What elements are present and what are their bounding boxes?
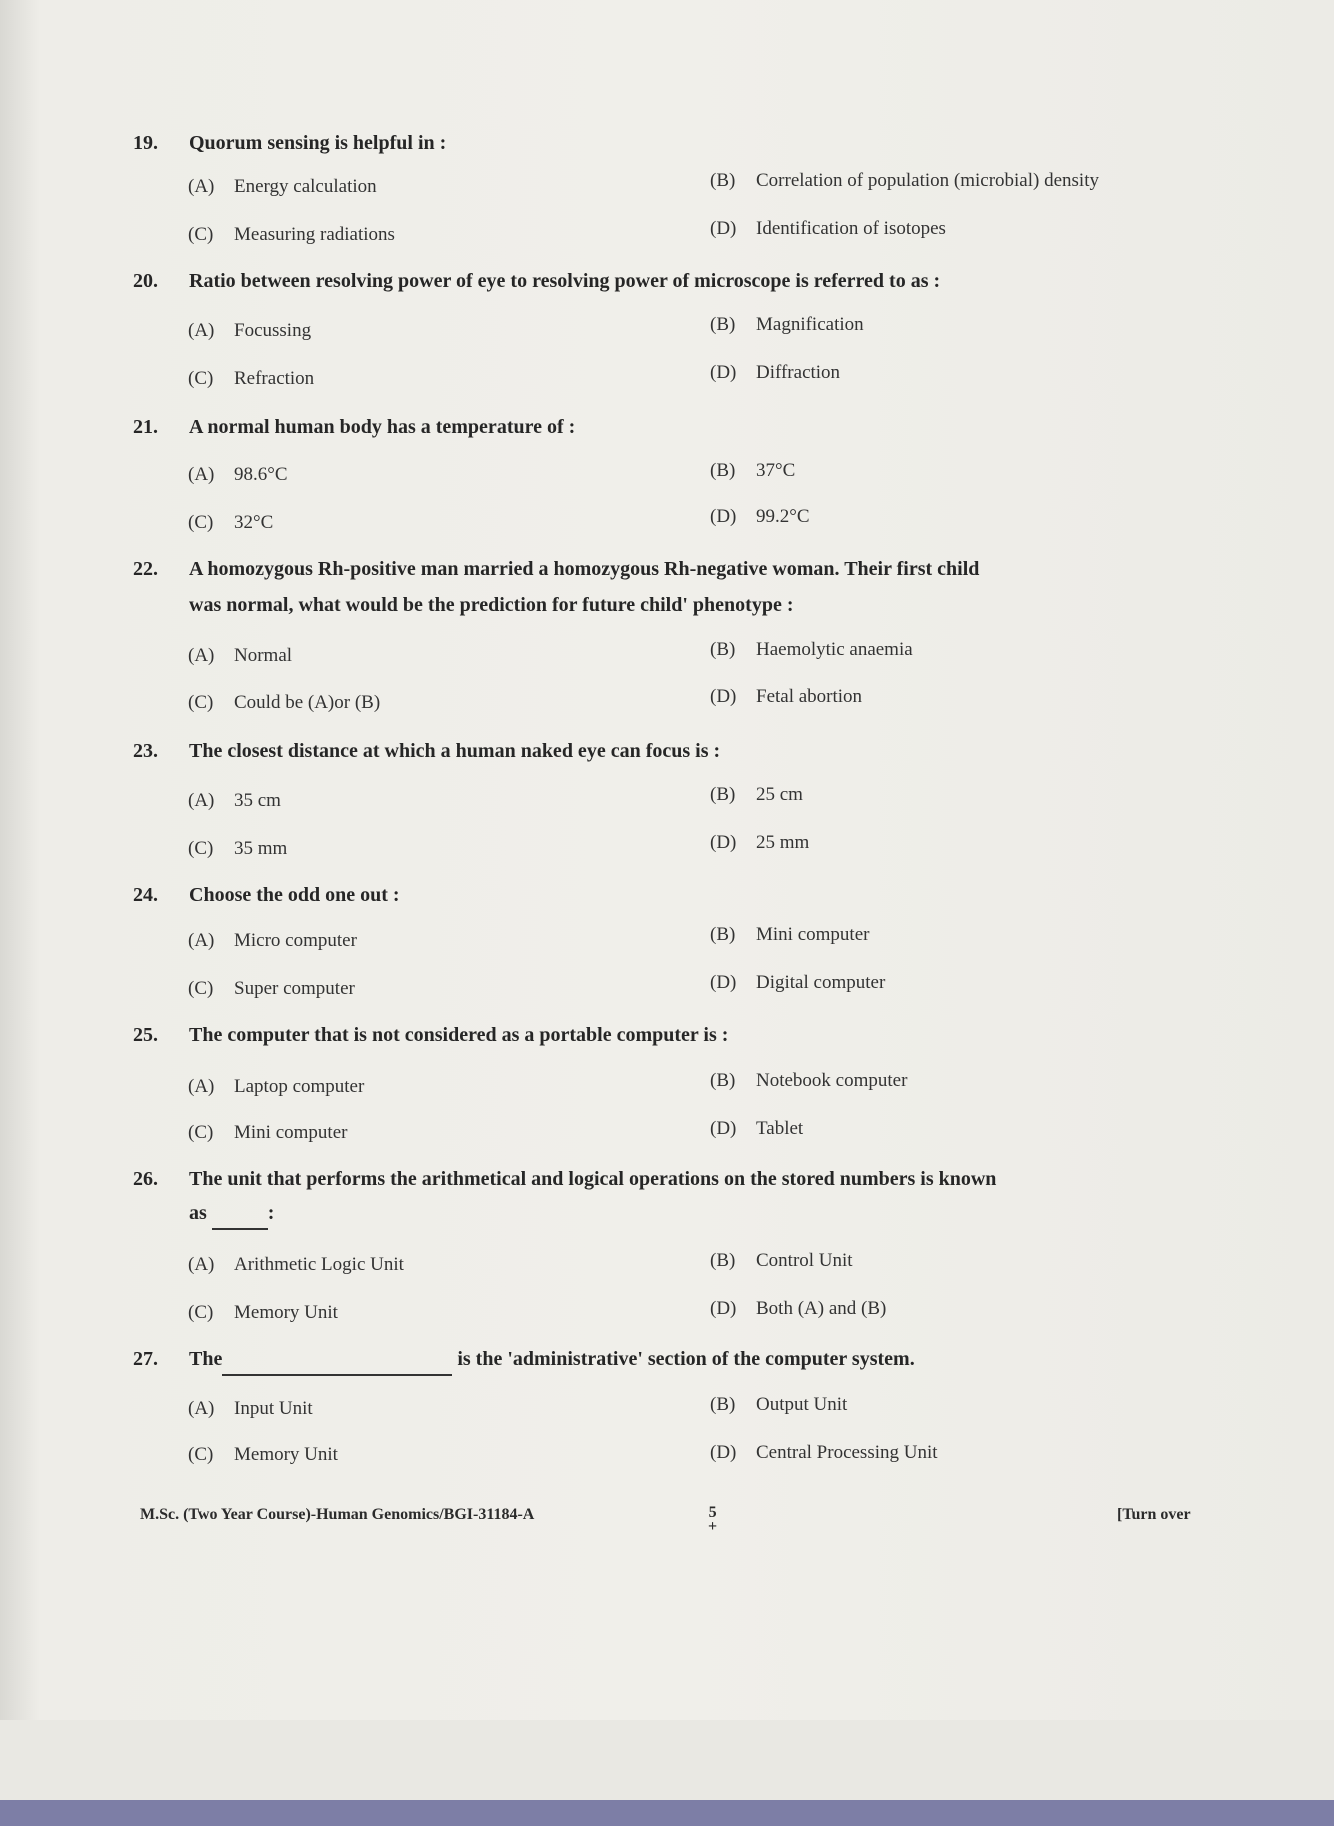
option-label: (C) — [188, 978, 214, 999]
option-label: (B) — [710, 1250, 736, 1271]
answer-blank — [222, 1344, 452, 1376]
option-text: Fetal abortion — [756, 686, 863, 707]
option-19-c — [188, 222, 395, 248]
option-25-c — [188, 1120, 347, 1146]
stem-prefix: The — [189, 1348, 223, 1370]
option-text: Refraction — [234, 368, 315, 389]
option-label: (B) — [710, 1394, 736, 1415]
option-label: (D) — [710, 832, 737, 853]
option-text: Laptop computer — [234, 1076, 365, 1097]
option-label: (C) — [188, 1302, 214, 1323]
page-number — [708, 1506, 717, 1534]
option-text: Tablet — [756, 1118, 804, 1139]
question-27 — [133, 1344, 1173, 1376]
option-23-c — [188, 836, 287, 862]
option-19-b — [710, 168, 1099, 194]
option-label: (A) — [188, 1076, 215, 1097]
option-25-d — [710, 1116, 803, 1142]
option-label: (B) — [710, 924, 736, 945]
answer-blank — [212, 1198, 268, 1230]
question-stem: A normal human body has a temperature of : — [189, 416, 576, 438]
stem-suffix: is the 'administrative' section of the computer system. — [457, 1348, 915, 1370]
option-text: 32°C — [234, 512, 274, 533]
option-text: Input Unit — [234, 1398, 313, 1419]
option-label: (B) — [710, 639, 736, 660]
option-23-a — [188, 788, 281, 814]
option-label: (C) — [188, 512, 214, 533]
question-21 — [133, 412, 1173, 442]
question-number: 21. — [133, 416, 158, 438]
option-label: (A) — [188, 1398, 215, 1419]
option-text: Super computer — [234, 978, 355, 999]
option-label: (C) — [188, 1122, 214, 1143]
option-text: Magnification — [756, 314, 864, 335]
option-text: Correlation of population (microbial) density — [756, 170, 1099, 191]
question-22 — [133, 554, 1173, 620]
option-25-b — [710, 1068, 907, 1094]
option-20-b — [710, 312, 864, 338]
option-text: Focussing — [234, 320, 312, 341]
option-19-a — [188, 174, 377, 200]
option-label: (D) — [710, 506, 737, 527]
option-21-d — [710, 504, 810, 530]
option-22-b — [710, 637, 913, 663]
option-24-b — [710, 922, 869, 948]
option-26-c — [188, 1300, 338, 1326]
option-text: 35 mm — [234, 838, 288, 859]
option-text: Could be (A)or (B) — [234, 692, 381, 713]
option-24-c — [188, 976, 355, 1002]
option-text: 37°C — [756, 460, 796, 481]
option-21-a — [188, 462, 288, 488]
question-stem: A homozygous Rh-positive man married a homozygous Rh-negative woman. Their first child — [189, 558, 980, 580]
question-26 — [133, 1164, 1173, 1230]
question-24 — [133, 880, 1173, 910]
option-25-a — [188, 1074, 364, 1100]
option-label: (B) — [710, 170, 736, 191]
option-27-b — [710, 1392, 847, 1418]
option-text: 35 cm — [234, 790, 281, 811]
option-22-a — [188, 643, 292, 669]
option-26-d — [710, 1296, 886, 1322]
option-label: (D) — [710, 218, 737, 239]
option-text: Memory Unit — [234, 1302, 338, 1323]
option-text: Haemolytic anaemia — [756, 639, 913, 660]
option-text: Central Processing Unit — [756, 1442, 938, 1463]
page-number-value: 5 — [708, 1504, 717, 1521]
option-27-a — [188, 1396, 313, 1422]
option-text: Measuring radiations — [234, 224, 395, 245]
question-number: 24. — [133, 884, 158, 906]
question-stem: Choose the odd one out : — [189, 884, 400, 906]
turn-over-note: [Turn over — [1117, 1506, 1191, 1523]
option-23-b — [710, 782, 803, 808]
option-label: (A) — [188, 790, 215, 811]
option-19-d — [710, 216, 946, 242]
question-23 — [133, 736, 1173, 766]
option-label: (A) — [188, 645, 215, 666]
question-stem: The unit that performs the arithmetical and logical operations on the stored numbers is known — [189, 1168, 997, 1190]
option-24-a — [188, 928, 357, 954]
question-number: 22. — [133, 558, 158, 580]
option-label: (C) — [188, 224, 214, 245]
option-text: 99.2°C — [756, 506, 810, 527]
question-stem: Ratio between resolving power of eye to resolving power of microscope is referred to as : — [189, 270, 941, 292]
page-mark: + — [708, 1518, 718, 1535]
option-23-d — [710, 830, 809, 856]
question-stem-continued: was normal, what would be the prediction for future child' phenotype : — [189, 594, 794, 616]
option-label: (B) — [710, 1070, 736, 1091]
scan-bottom-edge — [0, 1800, 1334, 1826]
question-19 — [133, 128, 1173, 158]
option-21-c — [188, 510, 273, 536]
option-text: Micro computer — [234, 930, 357, 951]
option-label: (D) — [710, 1118, 737, 1139]
option-text: Control Unit — [756, 1250, 853, 1271]
option-label: (A) — [188, 320, 215, 341]
option-label: (D) — [710, 686, 737, 707]
option-label: (C) — [188, 368, 214, 389]
question-number: 26. — [133, 1168, 158, 1190]
option-text: Notebook computer — [756, 1070, 908, 1091]
question-number: 25. — [133, 1024, 158, 1046]
option-text: Normal — [234, 645, 293, 666]
option-label: (D) — [710, 972, 737, 993]
option-text: Memory Unit — [234, 1444, 338, 1465]
question-number: 23. — [133, 740, 158, 762]
option-text: 25 mm — [756, 832, 810, 853]
question-number: 20. — [133, 270, 158, 292]
option-label: (C) — [188, 692, 214, 713]
option-label: (D) — [710, 362, 737, 383]
paper-code: M.Sc. (Two Year Course)-Human Genomics/BGI-31184-A — [140, 1506, 535, 1523]
option-text: Output Unit — [756, 1394, 848, 1415]
option-20-d — [710, 360, 840, 386]
option-text: Energy calculation — [234, 176, 377, 197]
option-text: 98.6°C — [234, 464, 288, 485]
option-label: (A) — [188, 176, 215, 197]
option-text: 25 cm — [756, 784, 803, 805]
option-26-a — [188, 1252, 404, 1278]
option-label: (D) — [710, 1442, 737, 1463]
option-label: (B) — [710, 784, 736, 805]
option-label: (B) — [710, 314, 736, 335]
option-22-c — [188, 690, 380, 716]
option-24-d — [710, 970, 885, 996]
option-text: Mini computer — [234, 1122, 348, 1143]
option-label: (A) — [188, 930, 215, 951]
option-text: Both (A) and (B) — [756, 1298, 887, 1319]
question-stem: The closest distance at which a human naked eye can focus is : — [189, 740, 721, 762]
question-stem: The computer that is not considered as a portable computer is : — [189, 1024, 729, 1046]
option-label: (C) — [188, 838, 214, 859]
option-text: Digital computer — [756, 972, 886, 993]
option-text: Diffraction — [756, 362, 841, 383]
stem-prefix: as — [189, 1202, 207, 1224]
option-27-c — [188, 1442, 338, 1468]
question-stem-continued — [133, 1198, 1173, 1230]
option-20-a — [188, 318, 311, 344]
option-label: (D) — [710, 1298, 737, 1319]
option-22-d — [710, 684, 862, 710]
option-text: Identification of isotopes — [756, 218, 946, 239]
question-20 — [133, 266, 1173, 296]
option-27-d — [710, 1440, 938, 1466]
option-20-c — [188, 366, 314, 392]
option-label: (C) — [188, 1444, 214, 1465]
question-number: 19. — [133, 132, 158, 154]
option-21-b — [710, 458, 795, 484]
question-stem: Quorum sensing is helpful in : — [189, 132, 447, 154]
option-label: (A) — [188, 464, 215, 485]
question-number: 27. — [133, 1348, 158, 1370]
option-text: Arithmetic Logic Unit — [234, 1254, 404, 1275]
question-25 — [133, 1020, 1173, 1050]
option-26-b — [710, 1248, 853, 1274]
sheet-bottom-area — [0, 1720, 1334, 1800]
option-text: Mini computer — [756, 924, 870, 945]
option-label: (A) — [188, 1254, 215, 1275]
option-label: (B) — [710, 460, 736, 481]
stem-suffix: : — [267, 1202, 275, 1224]
